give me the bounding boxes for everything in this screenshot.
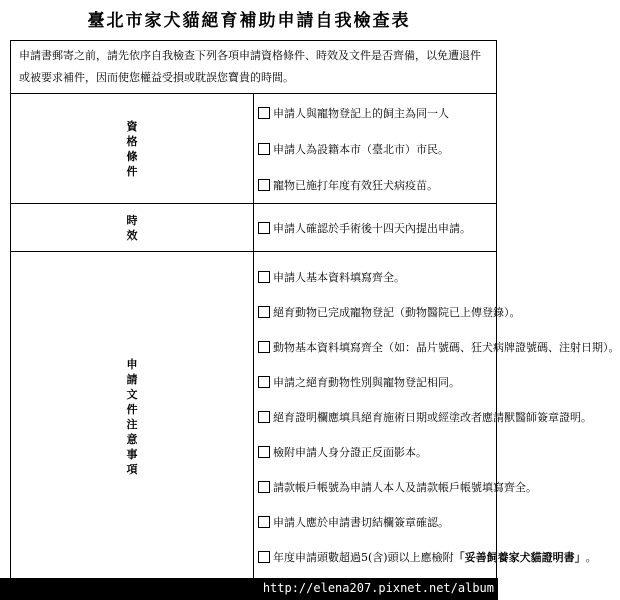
checklist-table xyxy=(10,40,620,582)
checklist-item[interactable]: 申請人基本資料填寫齊全。 xyxy=(258,259,492,294)
checkbox[interactable] xyxy=(258,516,270,528)
checklist-item[interactable]: 年度申請頭數超過5(含)頭以上應檢附 「妥善飼養家犬貓證明書」 。 xyxy=(258,539,492,574)
checkbox[interactable] xyxy=(258,481,270,493)
checklist-item[interactable]: 申請人確認於手術後十四天內提出申請。 xyxy=(258,205,492,251)
section-items xyxy=(254,94,497,204)
section-items xyxy=(254,204,497,252)
checklist-item[interactable]: 申請人應於申請書切結欄簽章確認。 xyxy=(258,504,492,539)
checklist-item[interactable]: 申請人與寵物登記上的飼主為同一人 xyxy=(258,95,492,131)
checklist-item[interactable]: 請款帳戶帳號為申請人本人及請款帳戶帳號填寫齊全。 xyxy=(258,469,492,504)
watermark-bar xyxy=(0,578,498,600)
section-items xyxy=(254,252,620,582)
checkbox[interactable] xyxy=(258,446,270,458)
page-title: 臺北市家犬貓絕育補助申請自我檢查表 xyxy=(87,11,411,31)
checklist-item[interactable]: 檢附申請人身分證正反面影本。 xyxy=(258,434,492,469)
checkbox[interactable] xyxy=(258,341,270,353)
checkbox[interactable] xyxy=(258,143,270,155)
category-documents xyxy=(11,252,254,582)
checkbox[interactable] xyxy=(258,107,270,119)
checkbox[interactable] xyxy=(258,551,270,563)
category-label: 時效 xyxy=(126,213,138,242)
checkbox[interactable] xyxy=(258,411,270,423)
checklist-item[interactable]: 申請人為設籍本市（臺北市）市民。 xyxy=(258,131,492,167)
checkbox[interactable] xyxy=(258,222,270,234)
checklist-item[interactable]: 絕育證明欄應填具絕育施術日期或經塗改者應請獸醫師簽章證明。 xyxy=(258,399,492,434)
checkbox[interactable] xyxy=(258,376,270,388)
certificate-emphasis: 「妥善飼養家犬貓證明書」 xyxy=(453,550,586,564)
checkbox[interactable] xyxy=(258,306,270,318)
category-label: 申請文件注意事項 xyxy=(126,357,138,476)
watermark-url: http://elena207.pixnet.net/album xyxy=(262,581,494,595)
checklist-item[interactable]: 動物基本資料填寫齊全（如：晶片號碼、狂犬病牌證號碼、注射日期）。 xyxy=(258,329,492,364)
category-eligibility xyxy=(11,94,254,204)
checklist-item[interactable]: 寵物已施打年度有效狂犬病疫苗。 xyxy=(258,167,492,203)
checklist-item[interactable]: 申請之絕育動物性別與寵物登記相同。 xyxy=(258,364,492,399)
intro-paragraph: 申請書郵寄之前，請先依序自我檢查下列各項申請資格條件、時效及文件是否齊備，以免遭退件或被要求補件，因而使您權益受損或耽誤您寶貴的時間。 xyxy=(11,41,497,94)
checkbox[interactable] xyxy=(258,179,270,191)
checklist-item[interactable]: 絕育動物已完成寵物登記（動物醫院已上傳登錄）。 xyxy=(258,294,492,329)
category-label: 資格條件 xyxy=(126,119,138,178)
checkbox[interactable] xyxy=(258,271,270,283)
category-time-limit xyxy=(11,204,254,252)
